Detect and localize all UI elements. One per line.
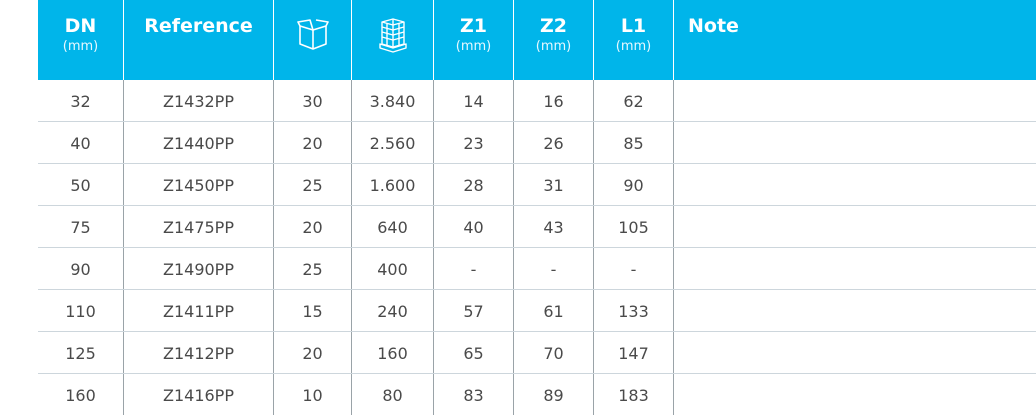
cell-dn: 32	[38, 80, 124, 121]
cell-note	[674, 122, 1036, 163]
header-dn	[38, 0, 124, 80]
cell-note	[674, 206, 1036, 247]
header-z1-title: Z1	[460, 15, 487, 37]
cell-box-qty: 10	[274, 374, 352, 415]
cell-pallet-qty: 400	[352, 248, 434, 289]
cell-l1: 133	[594, 290, 674, 331]
header-note	[674, 0, 1036, 80]
cell-dn: 125	[38, 332, 124, 373]
cell-box-qty: 20	[274, 332, 352, 373]
cell-z1: 57	[434, 290, 514, 331]
cell-box-qty: 20	[274, 122, 352, 163]
cell-note	[674, 290, 1036, 331]
cell-note	[674, 80, 1036, 121]
cell-z2: 31	[514, 164, 594, 205]
cell-z1: -	[434, 248, 514, 289]
cell-l1: 147	[594, 332, 674, 373]
cell-note	[674, 164, 1036, 205]
cell-dn: 40	[38, 122, 124, 163]
table-row	[38, 332, 1036, 374]
cell-z2: -	[514, 248, 594, 289]
cell-z1: 28	[434, 164, 514, 205]
cell-note	[674, 248, 1036, 289]
table-row	[38, 290, 1036, 332]
header-z1-unit: (mm)	[455, 39, 492, 54]
table-row	[38, 122, 1036, 164]
cell-reference: Z1412PP	[124, 332, 274, 373]
cell-z1: 83	[434, 374, 514, 415]
cell-note	[674, 374, 1036, 415]
cell-dn: 160	[38, 374, 124, 415]
cell-z2: 89	[514, 374, 594, 415]
cell-reference: Z1475PP	[124, 206, 274, 247]
cell-reference: Z1411PP	[124, 290, 274, 331]
cell-box-qty: 15	[274, 290, 352, 331]
header-l1-unit: (mm)	[615, 39, 652, 54]
cell-box-qty: 30	[274, 80, 352, 121]
cell-z2: 43	[514, 206, 594, 247]
cell-pallet-qty: 240	[352, 290, 434, 331]
cell-dn: 90	[38, 248, 124, 289]
cell-z2: 61	[514, 290, 594, 331]
cell-note	[674, 332, 1036, 373]
cell-l1: 62	[594, 80, 674, 121]
pallet-icon	[377, 18, 409, 54]
header-z2-unit: (mm)	[535, 39, 572, 54]
table-row	[38, 206, 1036, 248]
cell-z1: 14	[434, 80, 514, 121]
header-z2	[514, 0, 594, 80]
cell-z1: 23	[434, 122, 514, 163]
cell-dn: 75	[38, 206, 124, 247]
cell-box-qty: 25	[274, 164, 352, 205]
header-box	[274, 0, 352, 80]
cell-reference: Z1440PP	[124, 122, 274, 163]
cell-reference: Z1416PP	[124, 374, 274, 415]
cell-reference: Z1432PP	[124, 80, 274, 121]
cell-z1: 40	[434, 206, 514, 247]
cell-pallet-qty: 2.560	[352, 122, 434, 163]
table-row	[38, 374, 1036, 415]
header-note-title: Note	[688, 15, 739, 37]
table-row	[38, 80, 1036, 122]
cell-box-qty: 20	[274, 206, 352, 247]
cell-pallet-qty: 160	[352, 332, 434, 373]
cell-box-qty: 25	[274, 248, 352, 289]
cell-z2: 70	[514, 332, 594, 373]
cell-z2: 26	[514, 122, 594, 163]
cell-reference: Z1450PP	[124, 164, 274, 205]
table-body	[38, 80, 1036, 415]
cell-dn: 110	[38, 290, 124, 331]
cell-l1: -	[594, 248, 674, 289]
header-dn-unit: (mm)	[62, 39, 99, 54]
cell-pallet-qty: 80	[352, 374, 434, 415]
cell-l1: 85	[594, 122, 674, 163]
cell-l1: 105	[594, 206, 674, 247]
cell-l1: 183	[594, 374, 674, 415]
table-header	[38, 0, 1036, 80]
cell-dn: 50	[38, 164, 124, 205]
cell-pallet-qty: 1.600	[352, 164, 434, 205]
header-pallet	[352, 0, 434, 80]
cell-l1: 90	[594, 164, 674, 205]
header-reference	[124, 0, 274, 80]
header-l1	[594, 0, 674, 80]
header-dn-title: DN	[64, 15, 97, 37]
header-z2-title: Z2	[540, 15, 567, 37]
box-icon	[297, 18, 329, 54]
cell-reference: Z1490PP	[124, 248, 274, 289]
cell-z2: 16	[514, 80, 594, 121]
header-reference-title: Reference	[144, 15, 253, 37]
table-row	[38, 248, 1036, 290]
cell-z1: 65	[434, 332, 514, 373]
table-row	[38, 164, 1036, 206]
header-l1-title: L1	[620, 15, 647, 37]
cell-pallet-qty: 640	[352, 206, 434, 247]
cell-pallet-qty: 3.840	[352, 80, 434, 121]
header-z1	[434, 0, 514, 80]
